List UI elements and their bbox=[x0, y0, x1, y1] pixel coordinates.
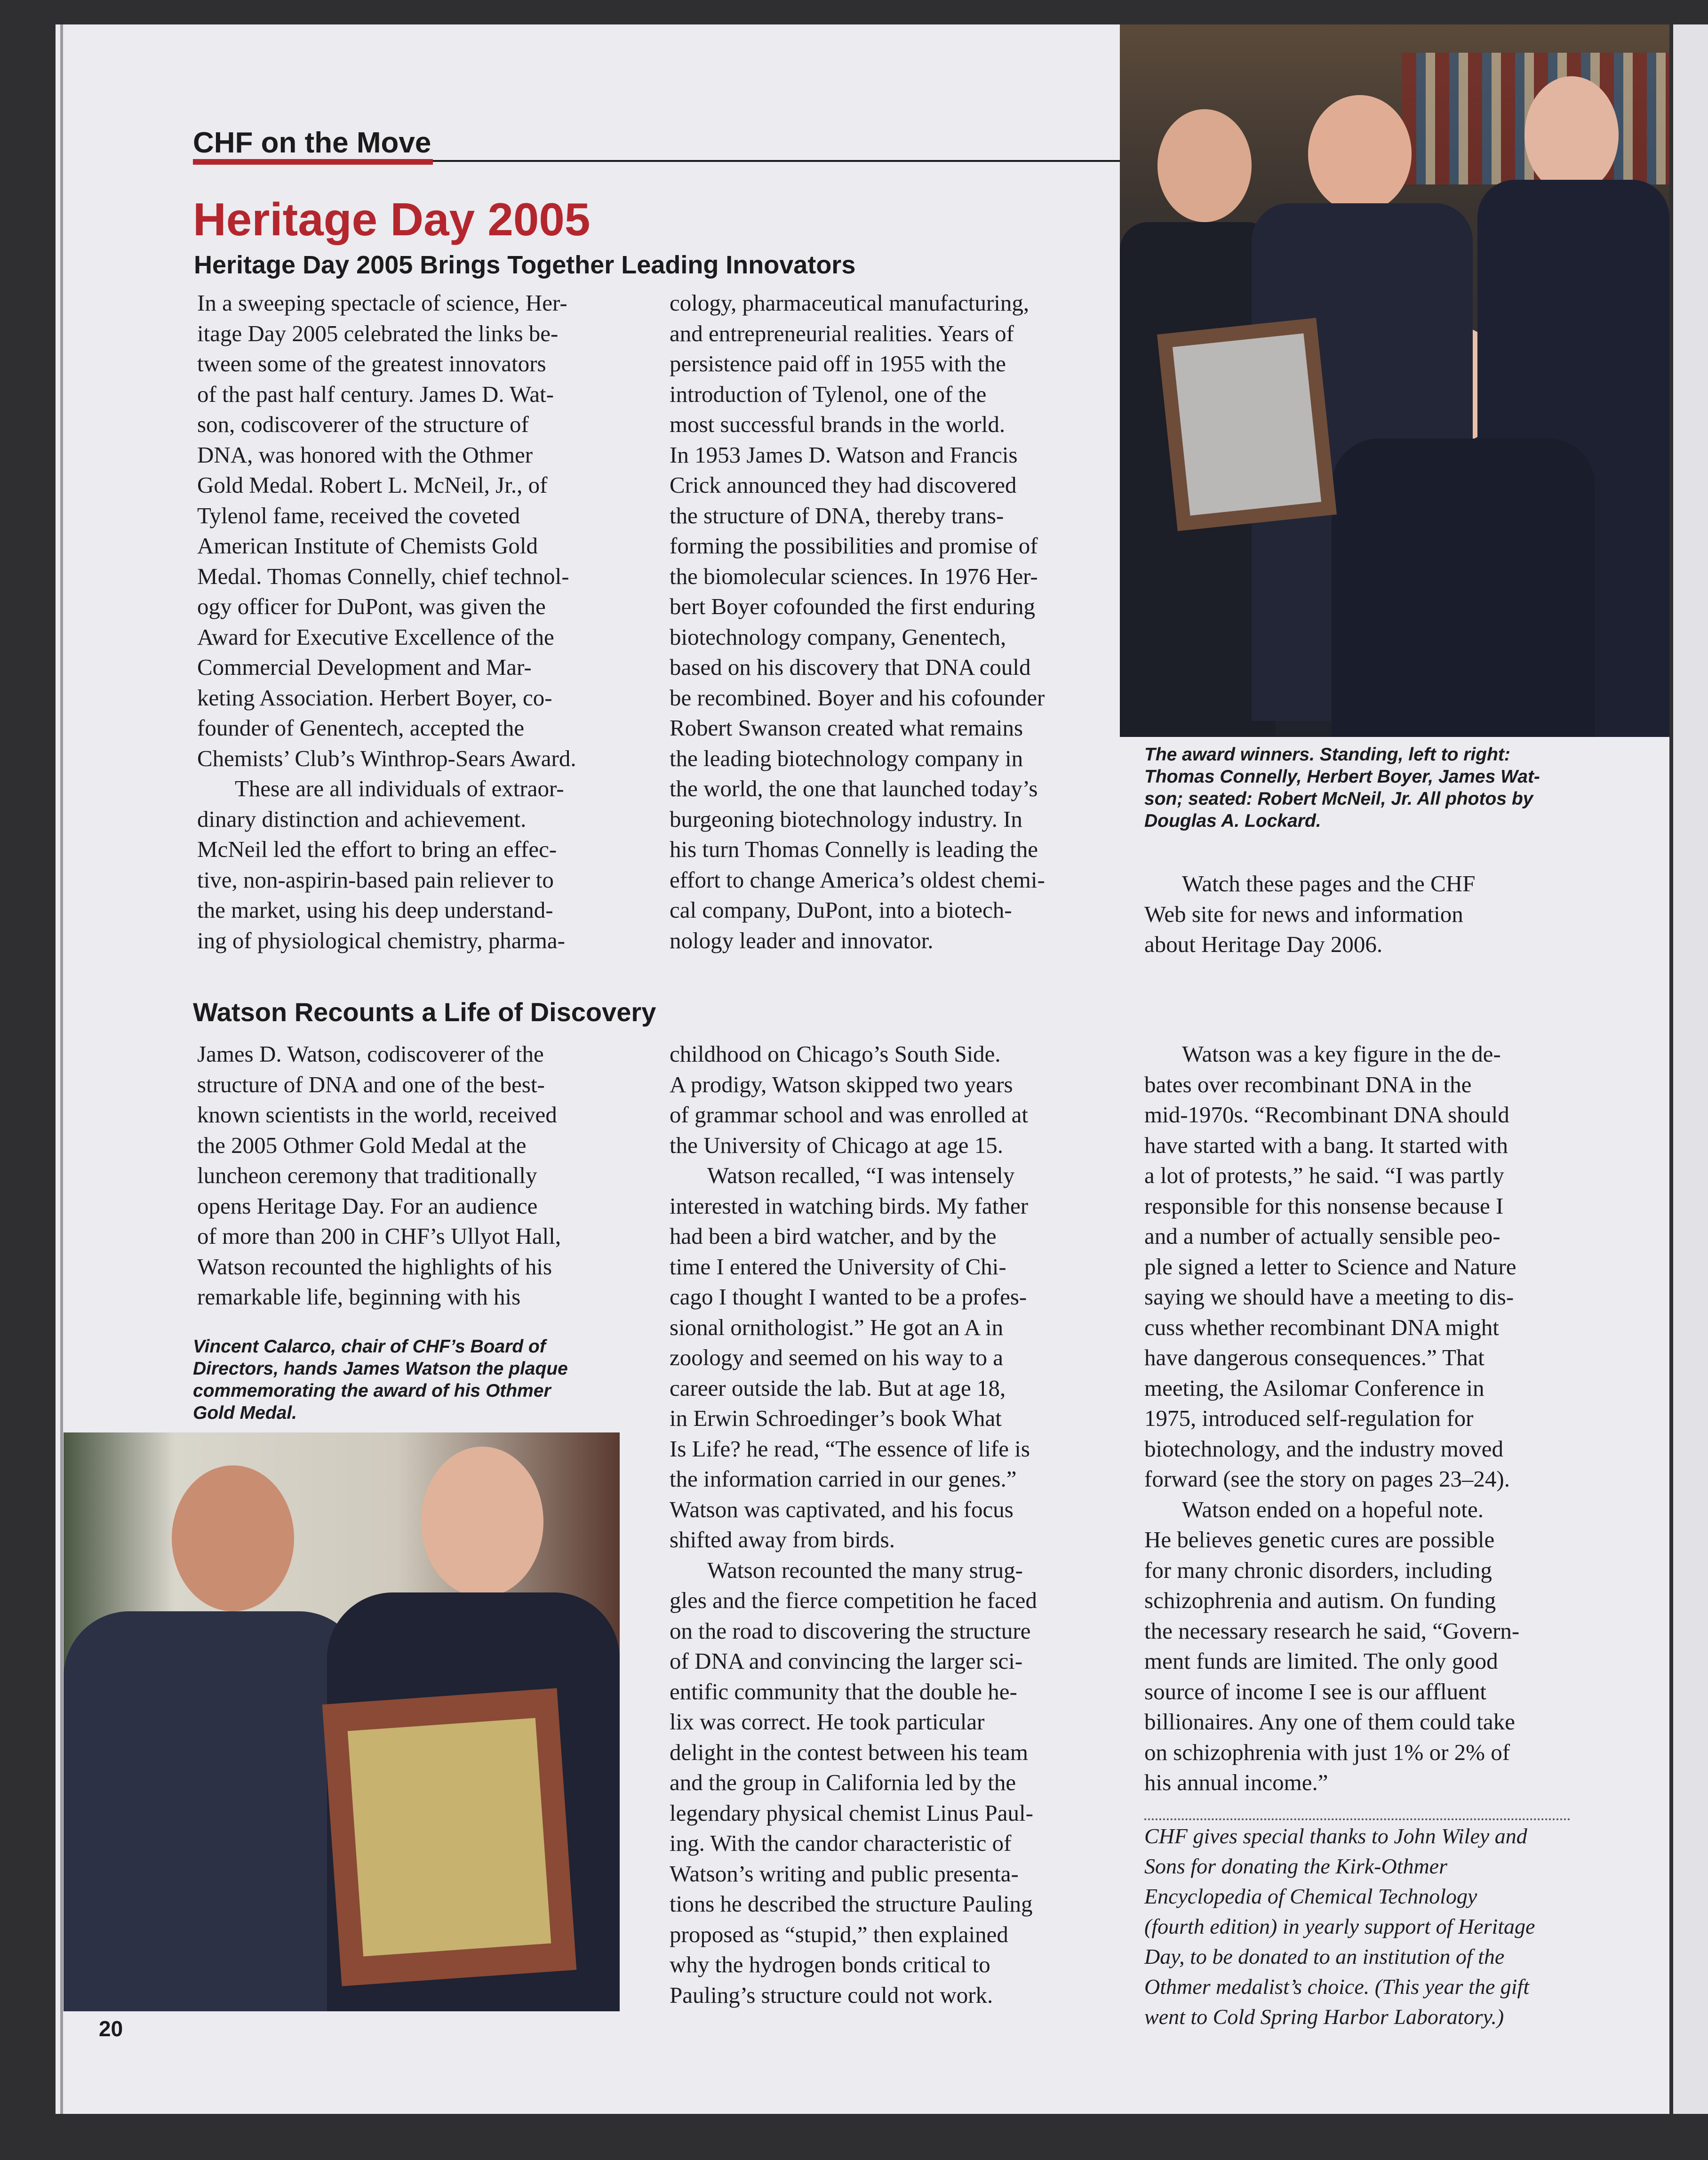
thanks-note: CHF gives special thanks to John Wiley and Sons for donating the Kirk-Othmer Encyclopedia of Chemical Technology (fourth edition) in yearly support of Heritage Day, to be donated to an institution of the Othmer medalist’s choice. (This year the gift went to Cold Spring Harbor Laboratory.) bbox=[1144, 1824, 1535, 2029]
article1-column1 bbox=[197, 288, 576, 956]
plaque-presentation-photo bbox=[64, 1432, 620, 2011]
award-winners-photo bbox=[1120, 24, 1669, 737]
paragraph: childhood on Chicago’s South Side. A prodigy, Watson skipped two years of grammar school and was enrolled at the University of Chicago at age 15. bbox=[670, 1041, 1028, 1158]
header-rule bbox=[433, 160, 1124, 162]
next-page-edge bbox=[1673, 24, 1708, 2114]
article2-column2 bbox=[670, 1039, 1037, 2010]
article2-column1 bbox=[197, 1039, 561, 1312]
kicker-underline bbox=[193, 159, 433, 165]
page-title: Heritage Day 2005 bbox=[193, 193, 591, 245]
paragraph: Watson was a key figure in the de- bates over recombinant DNA in the mid-1970s. “Recombinant DNA should have started with a bang. It started with a lot of protests,” he said. “I was partly responsible for this nonsense because I and a number of actually sensible peo- ple signed a letter to Science and Nature saying we should have a meeting to dis- cuss whether recombinant DNA might have dangerous consequences.” That meeting, the Asilomar Conference in 1975, introduced self-regulation for biotechnology, and the industry moved forward (see the story on pages 23–24). bbox=[1144, 1041, 1516, 1492]
page-gutter bbox=[60, 24, 63, 2114]
paragraph: Watson recounted the many strug- gles and the fierce competition he faced on the road to discovering the structure of DNA and convincing the larger sci- entific community that the double he- lix was correct. He took particular delight in the contest between his team and the group in California led by the legendary physical chemist Linus Paul- ing. With the candor characteristic of Watson’s writing and public presenta- tions he described the structure Pauling proposed as “stupid,” then explained why the hydrogen bonds critical to Pauling’s structure could not work. bbox=[670, 1557, 1037, 2008]
section-heading: Watson Recounts a Life of Discovery bbox=[193, 997, 656, 1027]
section-kicker: CHF on the Move bbox=[193, 127, 431, 159]
paragraph: Watson recalled, “I was intensely interested in watching birds. My father had been a bird watcher, and by the time I entered the University of Chi- cago I thought I wanted to be a profes- sional ornithologist.” He got an A in zoology and seemed on his way to a career outside the lab. But at age 18, in Erwin Schroedinger’s book What Is Life? he read, “The essence of life is the information carried in our genes.” Watson was captivated, and his focus shifted away from birds. bbox=[670, 1162, 1030, 1552]
paragraph: Watson ended on a hopeful note. He believes genetic cures are possible for many chronic disorders, including schizophrenia and autism. On funding the necessary research he said, “Govern- ment funds are limited. The only good source of income I see is our affluent billionaires. Any one of them could take on schizophrenia with just 1% or 2% of his annual income.” bbox=[1144, 1496, 1520, 1795]
article2-column3 bbox=[1144, 1039, 1519, 1798]
paragraph: In a sweeping spectacle of science, Her- itage Day 2005 celebrated the links be- tween some of the greatest innovators of the past half century. James D. Wat- son, codiscoverer of the structure of DNA, was honored with the Othmer Gold Medal. Robert L. McNeil, Jr., of Tylenol fame, received the coveted American Institute of Chemists Gold Medal. Thomas Connelly, chief technol- ogy officer for DuPont, was given the Award for Executive Excellence of the Commercial Development and Mar- keting Association. Herbert Boyer, co- founder of Genentech, accepted the Chemists’ Club’s Winthrop-Sears Award. bbox=[197, 290, 576, 771]
paragraph: James D. Watson, codiscoverer of the structure of DNA and one of the best- known scientists in the world, received the 2005 Othmer Gold Medal at the luncheon ceremony that traditionally opens Heritage Day. For an audience of more than 200 in CHF’s Ullyot Hall, Watson recounted the highlights of his remarkable life, beginning with his bbox=[197, 1041, 561, 1310]
article-subtitle: Heritage Day 2005 Brings Together Leading Innovators bbox=[194, 251, 856, 279]
paragraph: Watch these pages and the CHF Web site for news and information about Heritage Day 2006. bbox=[1144, 871, 1476, 957]
page-number: 20 bbox=[99, 2016, 123, 2041]
paragraph: These are all individuals of extraor- dinary distinction and achievement. McNeil led the effort to bring an effec- tive, non-aspirin-based pain reliever to the market, using his deep understand- ing of physiological chemistry, pharma- bbox=[197, 776, 565, 953]
watch-note bbox=[1144, 869, 1475, 960]
plaque-photo-caption: Vincent Calarco, chair of CHF’s Board of Directors, hands James Watson the plaque commemorating the award of his Othmer Gold Medal. bbox=[193, 1336, 568, 1423]
article1-column2 bbox=[670, 288, 1045, 956]
dotted-divider bbox=[1144, 1818, 1570, 1820]
award-winners-caption: The award winners. Standing, left to right: Thomas Connelly, Herbert Boyer, James Wat- son; seated: Robert McNeil, Jr. All photos by Douglas A. Lockard. bbox=[1144, 744, 1540, 831]
paragraph: cology, pharmaceutical manufacturing, and entrepreneurial realities. Years of persistence paid off in 1955 with the introduction of Tylenol, one of the most successful brands in the world. In 1953 James D. Watson and Francis Crick announced they had discovered the structure of DNA, thereby trans- forming the possibilities and promise of the biomolecular sciences. In 1976 Her- bert Boyer cofounded the first enduring biotechnology company, Genentech, based on his discovery that DNA could be recombined. Boyer and his cofounder Robert Swanson created what remains the leading biotechnology company in the world, the one that launched today’s burgeoning biotechnology industry. In his turn Thomas Connelly is leading the effort to change America’s oldest chemi- cal company, DuPont, into a biotech- nology leader and innovator. bbox=[670, 290, 1045, 953]
